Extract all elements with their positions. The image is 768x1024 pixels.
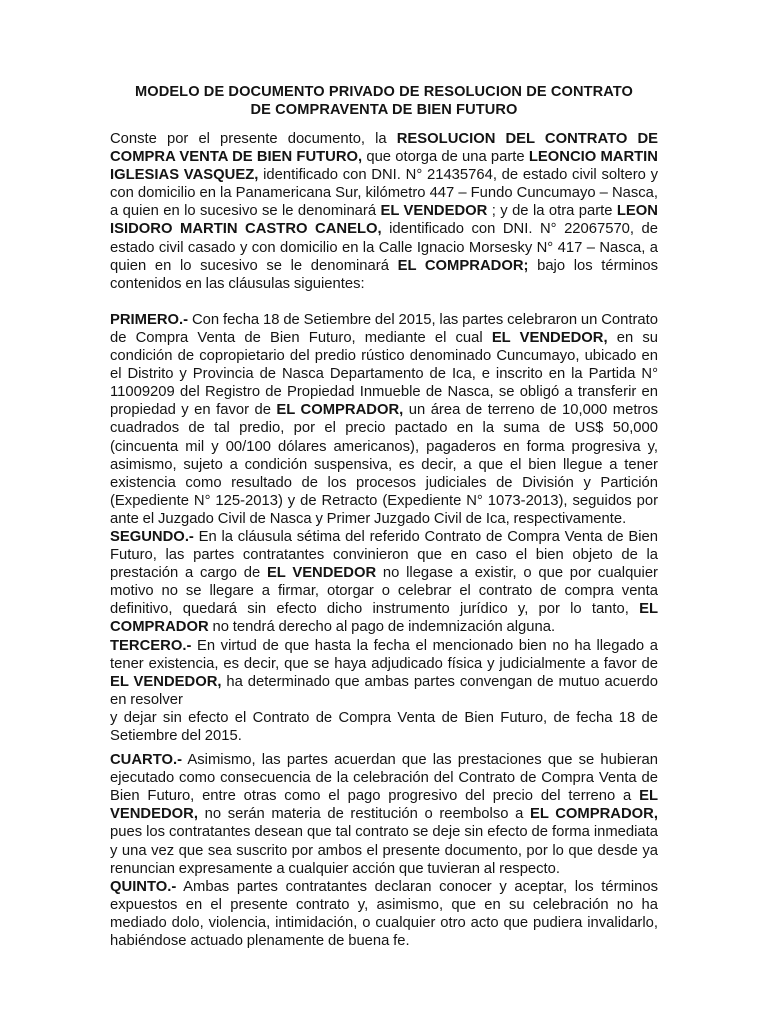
text-run: ; y de la otra parte — [487, 203, 617, 220]
document-title — [110, 83, 658, 119]
text-run: que otorga de una parte — [362, 149, 529, 166]
text-run: un área de terreno de 10,000 metros cuadrados de tal predio, por el precio pactado en la suma de US$ 50,000 (cincuenta mil y 00/100 dólares americanos), pagaderos en forma progresiva y, asimismo, sujeto a condición suspensiva, es decir, a que el bien llegue a tener existencia como resultado de los procesos judiciales de División y Partición (Expediente N° 125-2013) y de Retracto (Expediente N° 1073-2013), seguidos por ante el Juzgado Civil de Nasca y Primer Juzgado Civil de Ica, respectivamente. — [110, 402, 658, 527]
text-run: no llegase a existir, o que por cualquier motivo no se llegare a firmar, otorgar o celebrar el contrato de compra venta definitivo, quedará sin efecto dicho instrumento jurídico y, por lo tanto, — [110, 565, 658, 618]
bold-run: LEONCIO MARTIN IGLESIAS VASQUEZ, — [110, 149, 658, 184]
text-run: ha determinado que ambas partes convengan de mutuo acuerdo en resolver — [110, 673, 658, 708]
text-run: Asimismo, las partes acuerdan que las prestaciones que se hubieran ejecutado como consecuencia de la celebración del Contrato de Compra Venta de Bien Futuro, entre otras como el pago progresivo del precio del terreno a — [110, 752, 658, 805]
bold-run: EL COMPRADOR, — [276, 402, 404, 419]
clause-quinto — [110, 878, 658, 950]
text-run: identificado con DNI. N° 21435764, de estado civil soltero y con domicilio en la Panamericana Sur, kilómetro 447 – Fundo Cuncumayo – Nasca, a quien en lo sucesivo se le denominará — [110, 167, 659, 220]
text-run: y dejar sin efecto el Contrato de Compra Venta de Bien Futuro, de fecha 18 de Setiembre del 2015. — [110, 709, 658, 744]
bold-run: EL COMPRADOR; — [397, 257, 529, 274]
document-page — [110, 83, 658, 950]
text-run: bajo los términos contenidos en las cláusulas siguientes: — [110, 257, 659, 292]
text-run: en su condición de copropietario del predio rústico denominado Cuncumayo, ubicado en el Distrito y Provincia de Nasca Departamento de Ica, e inscrito en la Partida N° 11009209 del Registro de Propiedad Inmueble de Nasca, se obligó a transferir en propiedad y en favor de — [110, 329, 658, 419]
text-run: En la cláusula sétima del referido Contrato de Compra Venta de Bien Futuro, las partes contratantes convinieron que en caso el bien objeto de la prestación a cargo de — [110, 528, 658, 582]
clause-tercero-continuation — [110, 709, 658, 745]
bold-run: CUARTO.- — [110, 752, 183, 769]
text-run: no tendrá derecho al pago de indemnización alguna. — [208, 619, 556, 636]
text-run: Conste por el presente documento, la — [110, 131, 397, 147]
bold-run: TERCERO.- — [110, 637, 192, 654]
text-run: Ambas partes contratantes declaran conocer y aceptar, los términos expuestos en el presente contrato y, asimismo, que en su celebración no ha mediado dolo, violencia, intimidación, o cualquier otro acto que pudiera invalidarlo, habiéndose actuado plenamente de buena fe. — [110, 878, 658, 950]
bold-run: PRIMERO.- — [110, 311, 189, 328]
clause-primero — [110, 311, 658, 528]
bold-run: LEON ISIDORO MARTIN CASTRO CANELO, — [110, 203, 658, 238]
text-run: pues los contratantes desean que tal contrato se deje sin efecto de forma inmediata y una vez que sea suscrito por ambos el presente documento, por lo que desde ya renuncian expresamente a cualquier acción que tuvieran al respecto. — [110, 824, 658, 877]
bold-run: EL COMPRADOR, — [529, 806, 658, 823]
text-run: identificado con DNI. N° 22067570, de estado civil casado y con domicilio en la Calle Ignacio Morsesky N° 417 – Nasca, a quien en lo sucesivo se le denominará — [110, 221, 658, 274]
clause-tercero — [110, 637, 658, 709]
bold-run: RESOLUCION DEL CONTRATO DE COMPRA VENTA DE BIEN FUTURO, — [110, 131, 658, 166]
clause-cuarto — [110, 751, 658, 878]
bold-run: EL VENDEDOR — [380, 203, 488, 220]
intro-paragraph — [110, 130, 658, 293]
clause-segundo — [110, 528, 658, 637]
title-line-2: DE COMPRAVENTA DE BIEN FUTURO — [250, 102, 518, 118]
text-run: no serán materia de restitución o reembolso a — [197, 806, 530, 823]
bold-run: SEGUNDO.- — [110, 528, 194, 545]
bold-run: EL VENDEDOR, — [110, 673, 222, 690]
bold-run: EL COMPRADOR — [110, 601, 658, 636]
bold-run: EL VENDEDOR — [266, 565, 377, 582]
text-run: Con fecha 18 de Setiembre del 2015, las partes celebraron un Contrato de Compra Venta de Bien Futuro, mediante el cual — [110, 311, 658, 346]
bold-run: EL VENDEDOR, — [491, 329, 608, 346]
bold-run: EL VENDEDOR, — [110, 788, 658, 823]
text-run: En virtud de que hasta la fecha el mencionado bien no ha llegado a tener existencia, es decir, que se haya adjudicado física y judicialmente a favor de — [110, 637, 658, 672]
title-line-1: MODELO DE DOCUMENTO PRIVADO DE RESOLUCION DE CONTRATO — [135, 84, 633, 100]
bold-run: QUINTO.- — [110, 878, 177, 895]
